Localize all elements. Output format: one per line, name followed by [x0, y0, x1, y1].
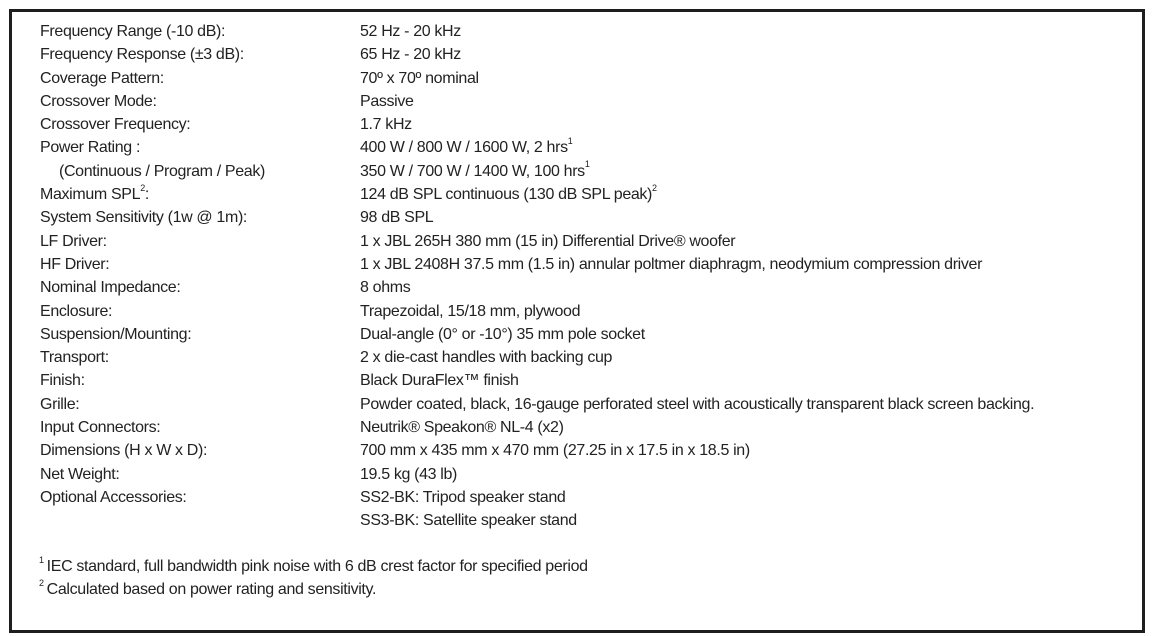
spec-row-coverage-pattern	[40, 67, 1130, 90]
spec-label: LF Driver:	[40, 232, 107, 250]
spec-label	[40, 183, 360, 206]
spec-value-text: 124 dB SPL continuous (130 dB SPL peak)	[360, 186, 653, 204]
spec-label: Transport:	[40, 349, 109, 367]
spec-label: Input Connectors:	[40, 419, 161, 437]
spec-row-transport	[40, 346, 1130, 369]
spec-value: 52 Hz - 20 kHz	[360, 23, 461, 40]
spec-value: 1 x JBL 2408H 37.5 mm (1.5 in) annular poltmer diaphragm, neodymium compression driver	[360, 255, 983, 273]
spec-value-text: 350 W / 700 W / 1400 W, 100 hrs	[360, 162, 585, 180]
spec-label: Optional Accessories:	[40, 488, 187, 506]
footnote-2	[39, 578, 588, 601]
spec-label: Nominal Impedance:	[40, 279, 181, 297]
spec-label: System Sensitivity (1w @ 1m):	[40, 209, 248, 227]
spec-row-frequency-response	[40, 43, 1130, 66]
spec-value: 1.7 kHz	[360, 116, 412, 134]
spec-value: 70º x 70º nominal	[360, 69, 479, 87]
spec-label: Dimensions (H x W x D):	[40, 442, 208, 460]
footnote-marker: 1	[39, 554, 44, 565]
spec-row-crossover-mode	[40, 90, 1130, 113]
spec-row-nominal-impedance	[40, 276, 1130, 299]
spec-label: HF Driver:	[40, 255, 110, 273]
spec-row-finish	[40, 369, 1130, 392]
spec-value-text: 400 W / 800 W / 1600 W, 2 hrs	[360, 139, 568, 157]
spec-label: Power Rating :	[40, 139, 141, 157]
footnote-marker: 1	[584, 159, 590, 170]
spec-value: Trapezoidal, 15/18 mm, plywood	[360, 302, 581, 320]
footnote-marker: 2	[140, 182, 145, 193]
footnote-text: Calculated based on power rating and sensitivity.	[46, 581, 377, 599]
spec-row-grille	[40, 393, 1130, 416]
spec-row-suspension-mounting	[40, 323, 1130, 346]
spec-label	[40, 509, 360, 532]
spec-row-system-sensitivity	[40, 206, 1130, 229]
spec-row-crossover-frequency	[40, 113, 1130, 136]
spec-value: Dual-angle (0° or -10°) 35 mm pole socket	[360, 325, 645, 343]
spec-row-maximum-spl	[40, 183, 1130, 206]
spec-row-optional-accessories	[40, 486, 1130, 509]
spec-value: 700 mm x 435 mm x 470 mm (27.25 in x 17.5 in x 18.5 in)	[360, 442, 750, 460]
spec-label: Finish:	[40, 372, 85, 390]
spec-row-input-connectors	[40, 416, 1130, 439]
footnote-marker: 2	[652, 182, 657, 193]
spec-label: Coverage Pattern:	[40, 69, 164, 87]
spec-row-optional-accessories-continued	[40, 509, 1130, 532]
specifications-box	[9, 9, 1145, 633]
spec-value: 8 ohms	[360, 279, 411, 297]
spec-value: 2 x die-cast handles with backing cup	[360, 349, 613, 367]
spec-value: SS3-BK: Satellite speaker stand	[360, 512, 577, 530]
spec-value: Powder coated, black, 16-gauge perforated steel with acoustically transparent black screen backing.	[360, 395, 1035, 413]
spec-row-power-rating-modes	[40, 160, 1130, 183]
spec-value: 19.5 kg (43 lb)	[360, 465, 458, 483]
spec-label: Grille:	[40, 395, 80, 413]
spec-value: Passive	[360, 92, 414, 110]
spec-label: Crossover Frequency:	[40, 116, 191, 134]
spec-label-text: Maximum SPL	[40, 186, 141, 204]
spec-value	[360, 136, 1130, 159]
footnote-marker: 2	[39, 577, 44, 588]
spec-row-dimensions	[40, 439, 1130, 462]
spec-label: Suspension/Mounting:	[40, 325, 192, 343]
spec-value: Black DuraFlex™ finish	[360, 372, 519, 390]
spec-label-suffix: :	[144, 186, 149, 204]
spec-row-frequency-range	[40, 20, 1130, 43]
spec-value: Neutrik® Speakon® NL-4 (x2)	[360, 419, 564, 437]
footnote-text: IEC standard, full bandwidth pink noise with 6 dB crest factor for specified period	[46, 558, 588, 575]
specifications-table	[40, 20, 1130, 533]
footnote-marker: 1	[567, 136, 573, 147]
spec-value: 98 dB SPL	[360, 209, 434, 227]
footnote-1	[39, 555, 588, 578]
spec-row-net-weight	[40, 463, 1130, 486]
spec-label: Frequency Range (-10 dB):	[40, 23, 226, 40]
spec-value	[360, 183, 1130, 206]
spec-label: Crossover Mode:	[40, 92, 157, 110]
spec-label: Net Weight:	[40, 465, 120, 483]
spec-value	[360, 160, 1130, 183]
spec-value: 1 x JBL 265H 380 mm (15 in) Differential Drive® woofer	[360, 232, 736, 250]
spec-value: 65 Hz - 20 kHz	[360, 46, 461, 64]
spec-label: (Continuous / Program / Peak)	[59, 162, 265, 180]
spec-row-hf-driver	[40, 253, 1130, 276]
spec-label: Frequency Response (±3 dB):	[40, 46, 244, 64]
spec-row-enclosure	[40, 300, 1130, 323]
spec-row-power-rating	[40, 136, 1130, 159]
footnotes	[39, 555, 588, 602]
spec-row-lf-driver	[40, 230, 1130, 253]
spec-value: SS2-BK: Tripod speaker stand	[360, 488, 566, 506]
spec-label: Enclosure:	[40, 302, 113, 320]
